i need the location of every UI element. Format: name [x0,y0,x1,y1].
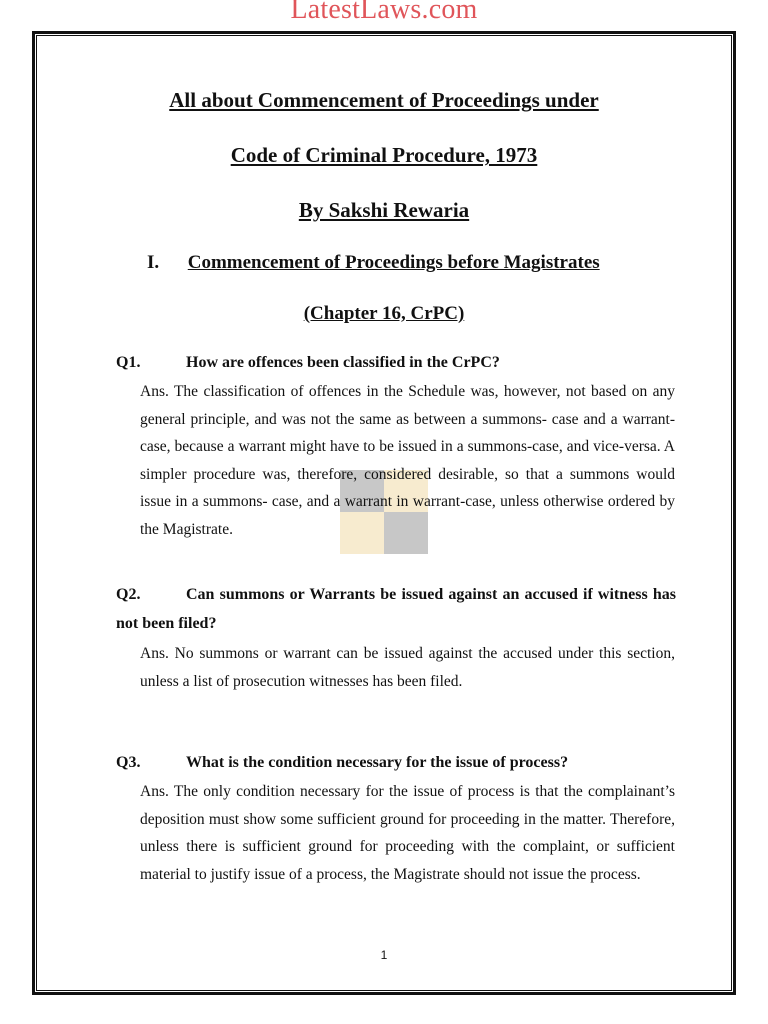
question-number: Q1. [116,354,141,371]
section-number: I. [147,252,160,273]
question-2 [116,580,676,638]
document-author: By Sakshi Rewaria [298,198,470,222]
question-number: Q2. [116,586,141,603]
question-text: Can summons or Warrants be issued against an accused if witness has not been filed? [116,586,676,632]
page-number: 1 [380,948,388,962]
section-title: Commencement of Proceedings before Magistrates [187,252,600,273]
answer-3: Ans. The only condition necessary for the issue of process is that the complainant’s deposition must show some sufficient ground for proceeding in the matter. Therefore, unless there is sufficient ground for proceeding with the complaint, or sufficient material to justify issue of a process, the Magistrate should not issue the process. [140,783,675,883]
question-text: What is the condition necessary for the issue of process? [186,754,569,771]
question-text: How are offences been classified in the CrPC? [186,354,500,371]
section-heading [147,252,600,274]
chapter-reference: (Chapter 16, CrPC) [303,303,465,324]
answer-2: Ans. No summons or warrant can be issued against the accused under this section, unless a list of prosecution witnesses has been filed. [140,645,675,690]
document-title-line2: Code of Criminal Procedure, 1973 [230,143,538,167]
question-1 [116,348,676,377]
site-header-logo: LatestLaws.com [290,0,478,25]
answer-1: Ans. The classification of offences in the Schedule was, however, not based on any general principle, and was not the same as between a summons- case and a warrant-case, because a warrant might have to be issued in a summons-case, and vice-versa. A simpler procedure was, therefore, considered desirable, so that a summons would issue in a summons- case, and a warrant in warrant-case, unless otherwise ordered by the Magistrate. [140,383,675,538]
question-number: Q3. [116,754,141,771]
question-3 [116,748,676,777]
document-title-line1: All about Commencement of Proceedings under [169,88,599,112]
